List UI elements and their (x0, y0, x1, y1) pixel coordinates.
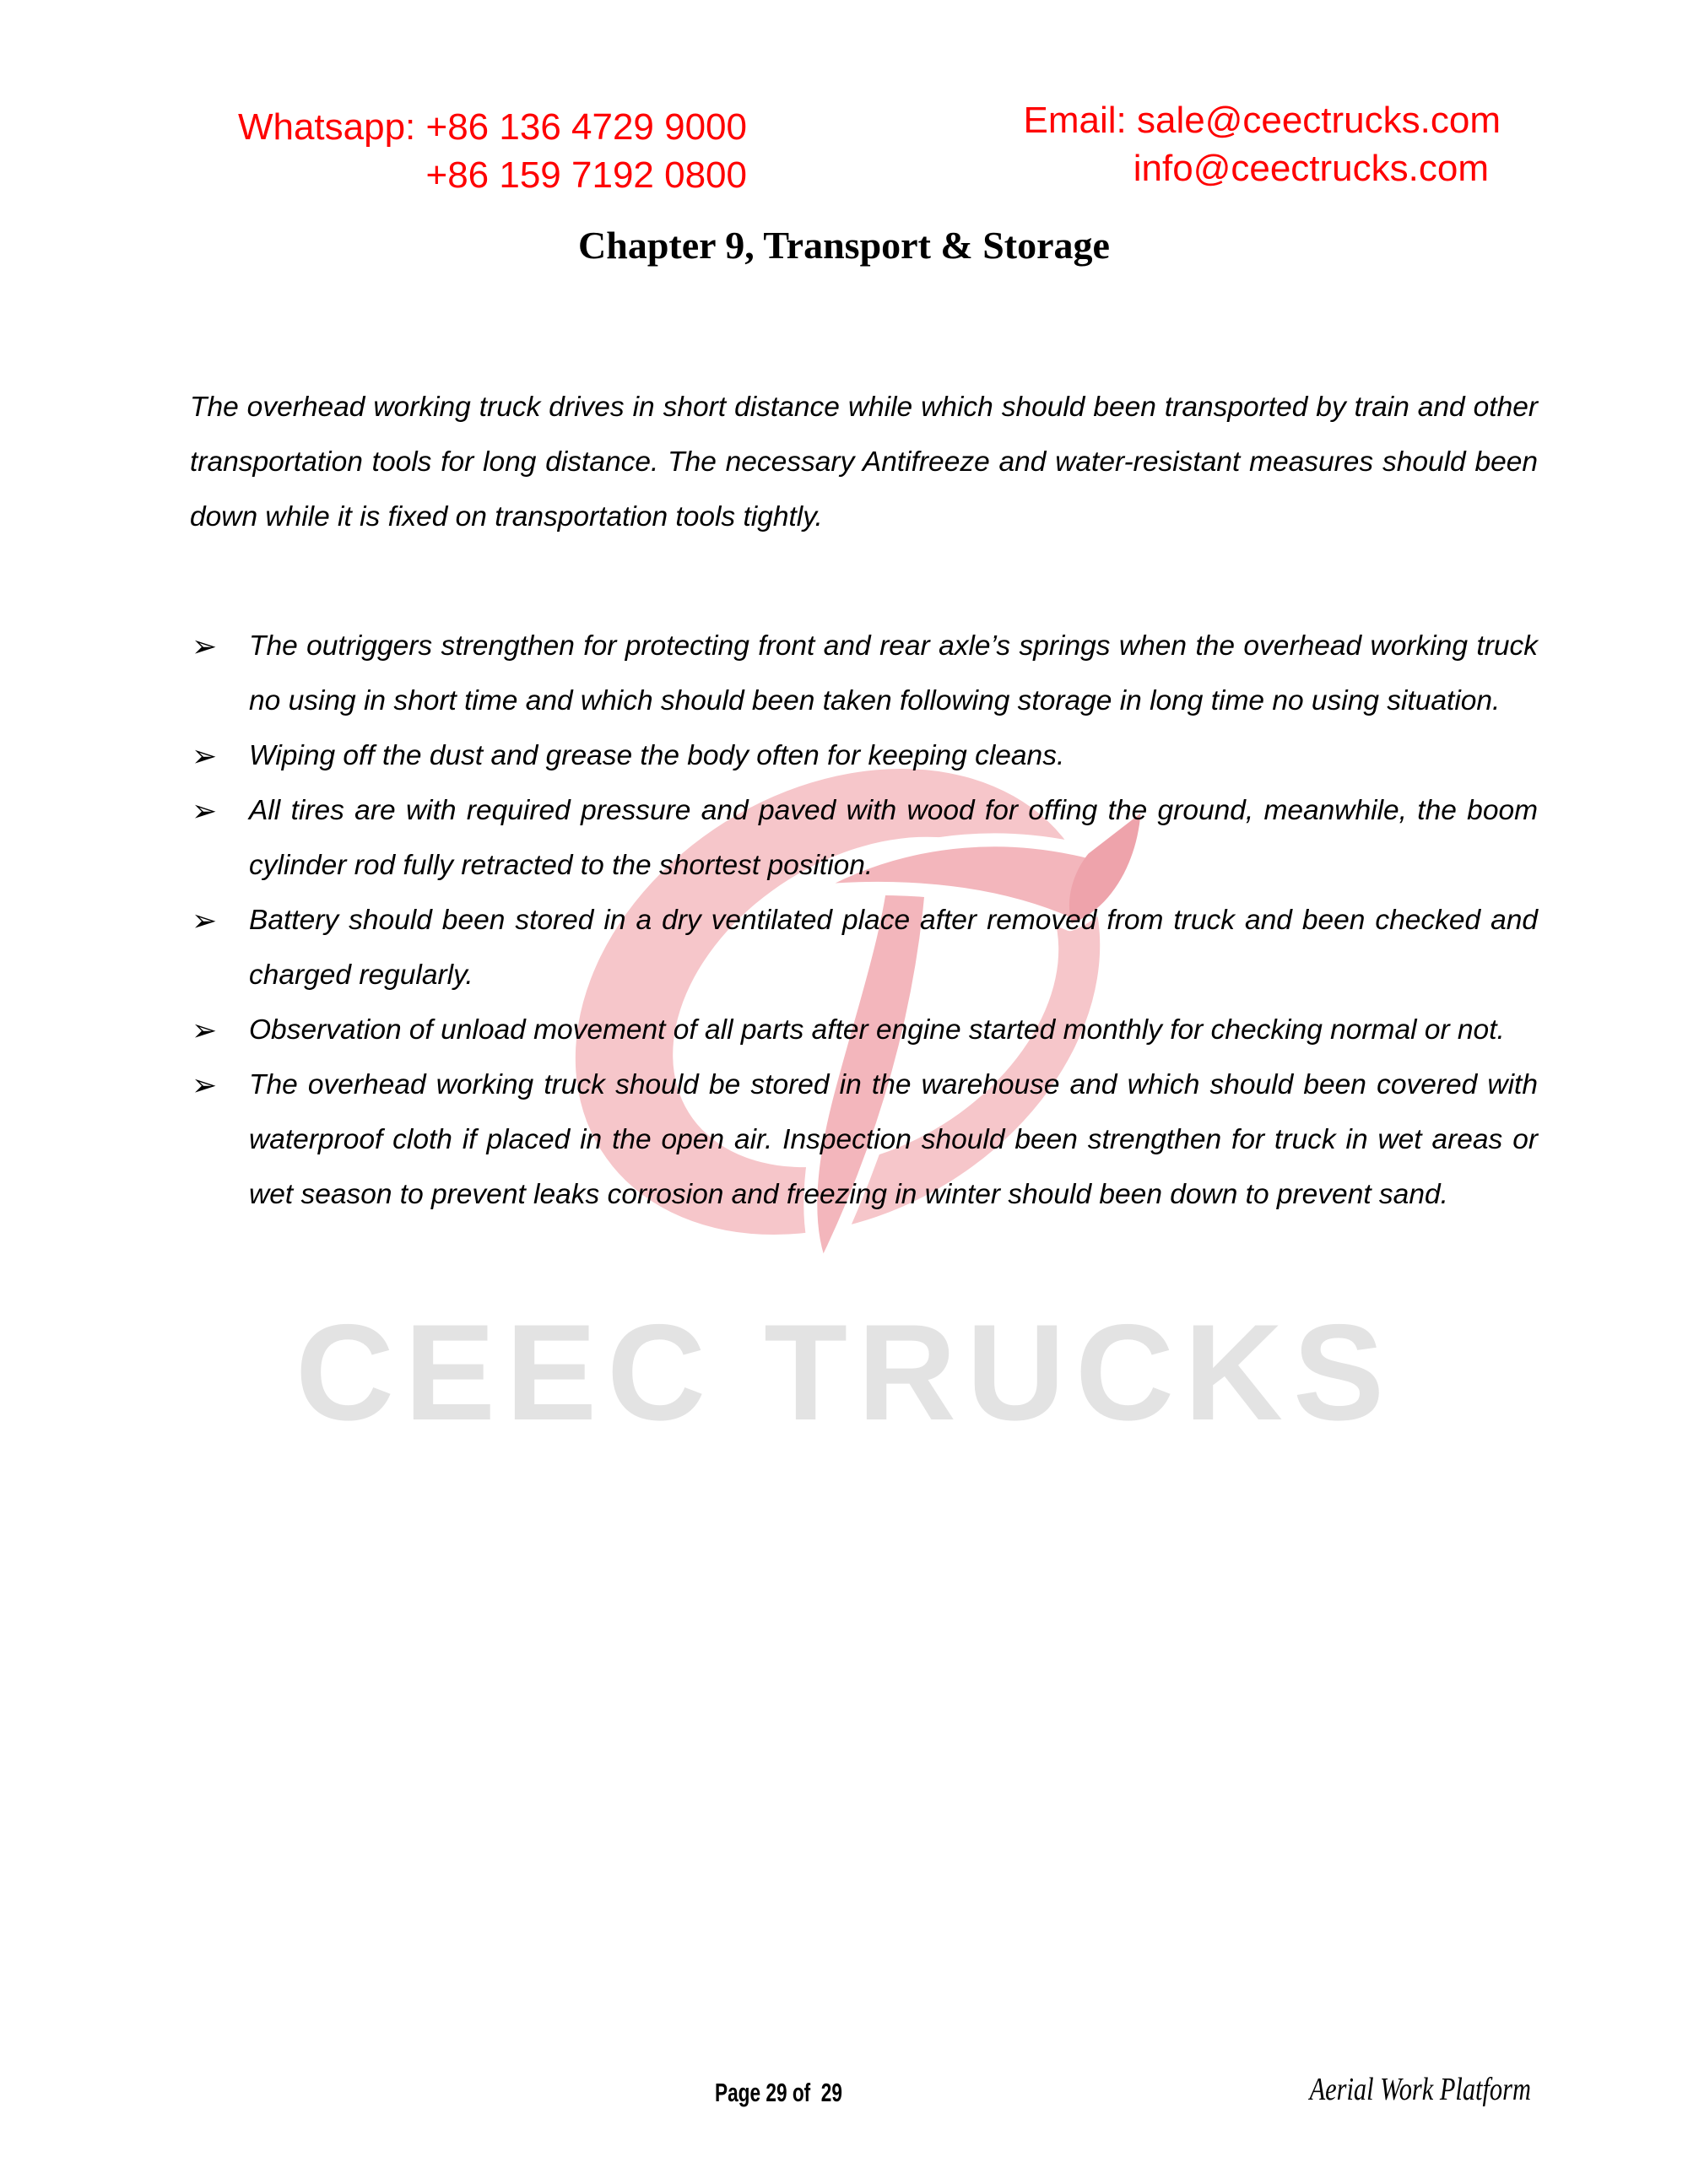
list-item (190, 728, 1538, 783)
list-item-text: The outriggers strengthen for protecting front and rear axle’s springs when the overhead working truck no using in short time and which should been taken following storage in long time no using situation. (249, 630, 1538, 716)
header-email (0, 96, 1501, 192)
ceec-trucks-watermark-text: CEEC TRUCKS (295, 1296, 1395, 1449)
page-number-label: Page 29 of 29 (715, 2078, 842, 2107)
email-line-1: Email: sale@ceectrucks.com (1023, 100, 1501, 141)
arrowhead-bullet-icon: ➢ (192, 1013, 218, 1047)
chapter-title: Chapter 9, Transport & Storage (578, 224, 1110, 267)
list-item-text: Observation of unload movement of all parts after engine started monthly for checking normal or not. (249, 1014, 1505, 1046)
arrowhead-bullet-icon: ➢ (192, 738, 218, 773)
arrowhead-bullet-icon: ➢ (192, 1068, 218, 1102)
whatsapp-line-2: +86 159 7192 0800 (425, 154, 747, 196)
whatsapp-line-1: Whatsapp: +86 136 4729 9000 (237, 106, 747, 148)
arrowhead-bullet-icon: ➢ (192, 903, 218, 938)
list-item (190, 619, 1538, 728)
list-item-text: The overhead working truck should be stored in the warehouse and which should been covered with waterproof cloth if placed in the open air. Inspection should been strengthen for truck in wet areas or wet season to prevent leaks corrosion and freezing in winter should been down to prevent sand. (249, 1069, 1538, 1210)
list-item-text: Battery should been stored in a dry ventilated place after removed from truck and been checked and charged regularly. (249, 905, 1538, 991)
list-item (190, 783, 1538, 893)
arrowhead-bullet-icon: ➢ (192, 629, 218, 663)
email-line-2: info@ceectrucks.com (1133, 148, 1489, 189)
list-item-text: All tires are with required pressure and paved with wood for offing the ground, meanwhile, the boom cylinder rod fully retracted to the shortest position. (249, 795, 1538, 881)
bullet-list (190, 619, 1538, 1222)
list-item (190, 1057, 1538, 1222)
footer-document-name: Aerial Work Platform (1309, 2072, 1531, 2107)
arrowhead-bullet-icon: ➢ (192, 793, 218, 828)
list-item (190, 1003, 1538, 1057)
document-body (190, 380, 1538, 1222)
intro-paragraph: The overhead working truck drives in short distance while which should been transported by train and other transportation tools for long distance. The necessary Antifreeze and water-resistant measures should been down while it is fixed on transportation tools tightly. (190, 392, 1538, 532)
list-item-text: Wiping off the dust and grease the body often for keeping cleans. (249, 740, 1065, 771)
list-item (190, 893, 1538, 1003)
